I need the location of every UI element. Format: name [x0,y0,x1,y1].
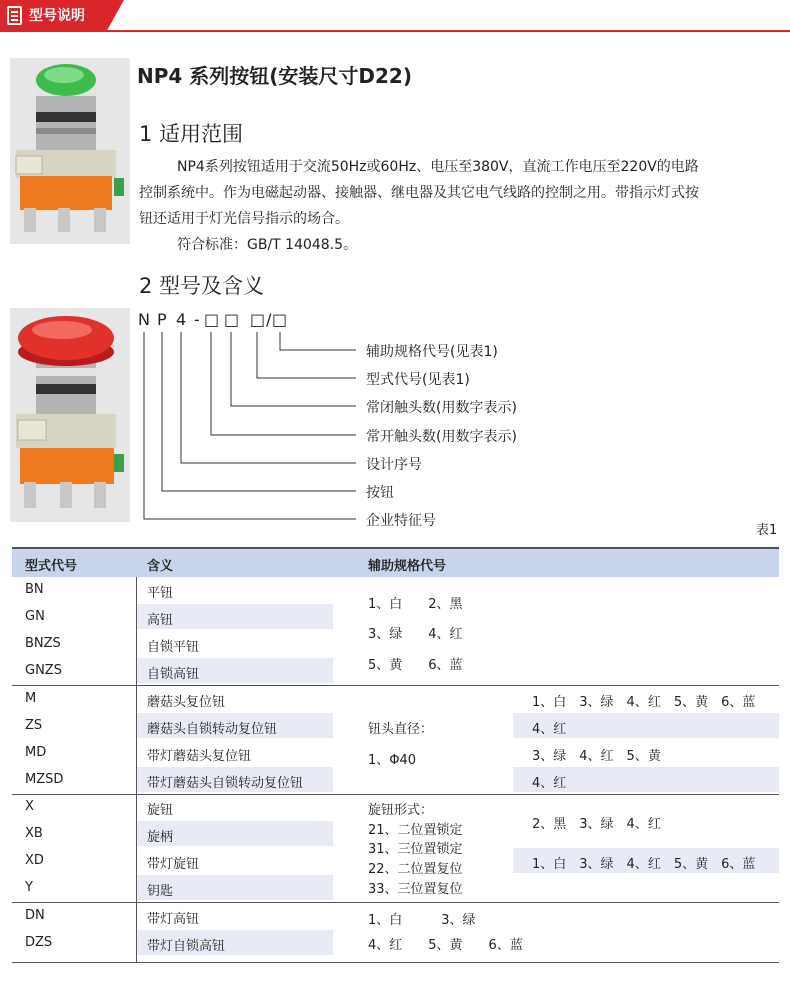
table-row-meaning: 带灯蘑菇头自锁转动复位钮 [147,776,304,791]
header-meaning: 含义 [147,559,174,574]
table-row-code: BNZS [25,636,61,651]
group1-aux-line: 5、黄 6、蓝 [368,658,463,673]
group-separator-3 [12,902,779,903]
table-row-code: GNZS [25,663,62,678]
table-row-meaning: 钥匙 [147,884,174,899]
model-slash: / [266,310,272,329]
table-header [12,549,779,577]
model-char-p: P [157,310,167,329]
table-row-code: MD [25,745,47,760]
model-char-dash: - [194,310,200,329]
product-photo-red-mushroom-button [10,308,130,522]
model-box-1: □ [204,310,220,329]
para-line-3: 钮还适用于灯光信号指示的场合。 [139,211,349,227]
table-row-code: GN [25,609,45,624]
header-rule [0,30,790,32]
table-row-code: MZSD [25,772,64,787]
header-type-code: 型式代号 [25,559,78,574]
group2-color-line: 1、白 3、绿 4、红 5、黄 6、蓝 [532,695,756,710]
group3-aux-line: 21、二位置锁定 [368,823,463,838]
table-row-meaning: 蘑菇头自锁转动复位钮 [147,722,278,737]
group3-aux-line: 31、三位置锁定 [368,842,463,857]
para-line-1: NP4系列按钮适用于交流50Hz或60Hz、电压至380V，直流工作电压至220V的电路 [177,159,699,175]
group2-color-line: 3、绿 4、红 5、黄 [532,749,661,764]
group1-aux-line: 3、绿 4、红 [368,627,463,642]
table-row-code: XD [25,853,44,868]
table-row-code: M [25,691,37,706]
group3-aux-line: 旋钮形式： [368,803,434,818]
table-row-code: Y [25,880,33,895]
group2-aux-value: 1、Φ40 [368,753,417,768]
model-box-3: □ [250,310,266,329]
label-aux-spec-code: 辅助规格代号(见表1) [366,344,498,360]
group2-color-line: 4、红 [532,776,567,791]
column-divider [136,577,137,962]
group3-aux-line: 33、三位置复位 [368,882,463,897]
table-row-meaning: 旋钮 [147,803,174,818]
table-ref: 表1 [756,523,778,538]
group3-color-line: 1、白 3、绿 4、红 5、黄 6、蓝 [532,857,756,872]
group-separator-2 [12,794,779,795]
document-icon [7,6,22,25]
table-row-meaning: 旋柄 [147,830,174,845]
table-row-code: DN [25,908,45,923]
model-char-n: N [138,310,150,329]
table-row-code: BN [25,582,44,597]
model-box-2: □ [224,310,240,329]
group2-aux-label: 钮头直径： [368,722,434,737]
model-box-4: □ [272,310,288,329]
section1-paragraph [139,154,779,258]
main-title: NP4 系列按钮(安装尺寸D22) [137,64,412,88]
table-row-meaning: 高钮 [147,613,174,628]
table-row-meaning: 蘑菇头复位钮 [147,695,226,710]
label-company-code: 企业特征号 [366,513,436,529]
table-row-code: DZS [25,935,53,950]
table-row-code: ZS [25,718,43,733]
label-nc-contacts: 常闭触头数(用数字表示) [366,400,517,416]
table-row-meaning: 带灯蘑菇头复位钮 [147,749,252,764]
section2-title: 2 型号及含义 [139,274,265,298]
group4-aux-line: 1、白 3、绿 [368,913,476,928]
label-type-code: 型式代号(见表1) [366,372,470,388]
header-aux-code: 辅助规格代号 [368,559,447,574]
group2-color-line: 4、红 [532,722,567,737]
standard-line: 符合标准：GB/T 14048.5。 [177,237,358,253]
label-no-contacts: 常开触头数(用数字表示) [366,429,517,445]
header-title: 型号说明 [29,8,85,24]
table-row-meaning: 自锁平钮 [147,640,200,655]
para-line-2: 控制系统中。作为电磁起动器、接触器、继电器及其它电气线路的控制之用。带指示灯式按 [139,185,699,201]
product-photo-green-button [10,58,130,244]
group-separator-1 [12,685,779,686]
table-row-meaning: 平钮 [147,586,174,601]
model-char-4: 4 [176,310,187,329]
table-row-meaning: 自锁高钮 [147,667,200,682]
group4-aux-line: 4、红 5、黄 6、蓝 [368,938,523,953]
label-button: 按钮 [366,485,394,501]
group3-color-line: 2、黑 3、绿 4、红 [532,817,661,832]
label-design-serial: 设计序号 [366,457,422,473]
section1-title: 1 适用范围 [139,122,244,146]
table-bottom-rule [12,962,779,963]
table-row-meaning: 带灯高钮 [147,912,200,927]
table-row-meaning: 带灯旋钮 [147,857,200,872]
table-row-code: X [25,799,34,814]
table-row-code: XB [25,826,43,841]
group3-aux-line: 22、二位置复位 [368,862,463,877]
group1-aux-line: 1、白 2、黑 [368,597,463,612]
table-row-meaning: 带灯自锁高钮 [147,939,226,954]
